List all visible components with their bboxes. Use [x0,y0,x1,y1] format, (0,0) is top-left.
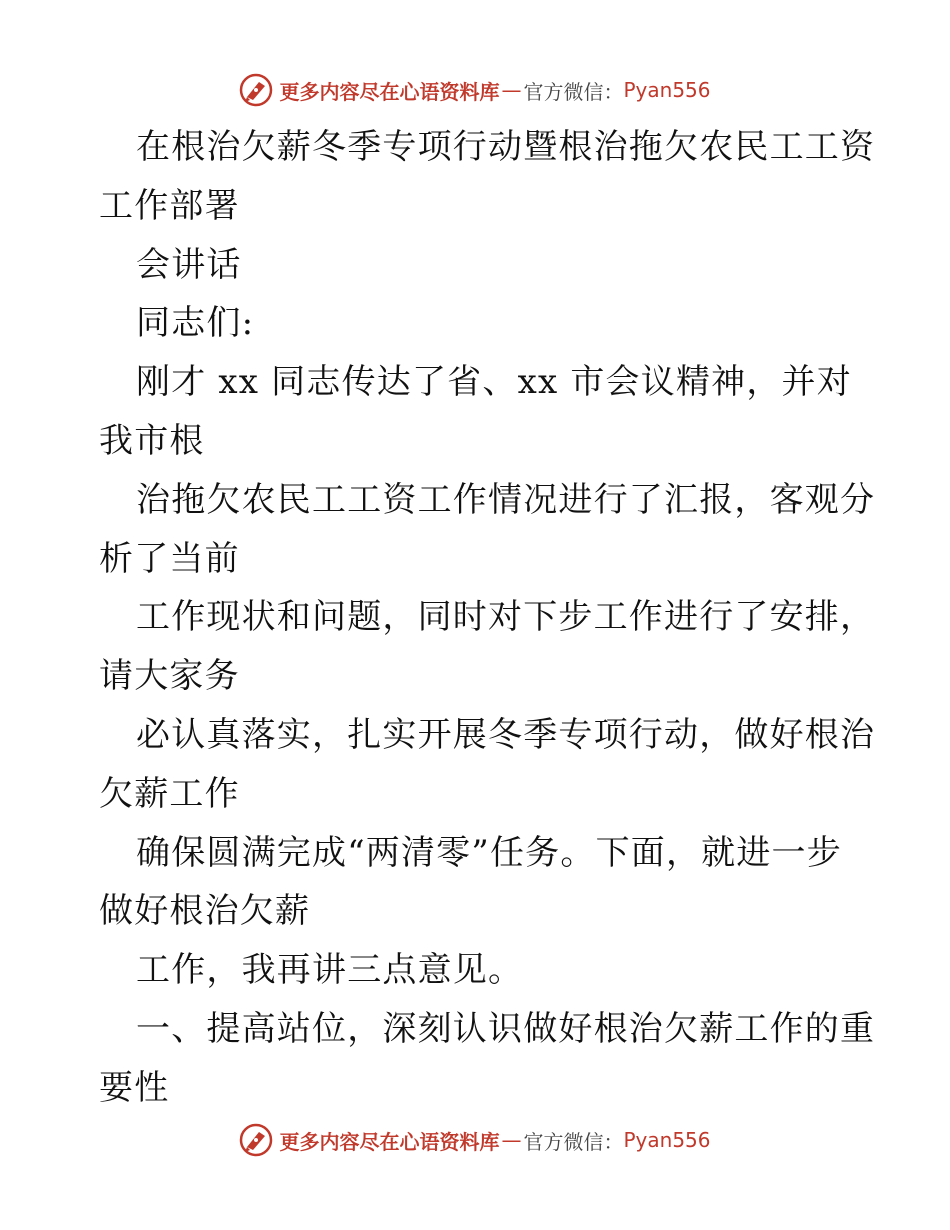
banner-wechat-id: Pyan556 [623,1128,711,1152]
banner-wechat-label: 官方微信： [523,1129,624,1154]
text-line: 要性 [99,1067,170,1108]
text-line: 工作部署 [99,185,240,226]
text-line: 工作现状和问题，同时对下步工作进行了安排， [136,597,876,638]
text-line: 做好根治欠薪 [99,891,311,932]
header-banner [0,70,950,110]
text-line: 必认真落实，扎实开展冬季专项行动，做好根治 [136,714,876,755]
document-body [99,118,876,1118]
banner-wechat-id: Pyan556 [623,78,711,102]
text-line: 治拖欠农民工工资工作情况进行了汇报，客观分 [136,479,876,520]
text-line: 确保圆满完成“两清零”任务。下面，就进一步 [136,832,842,873]
text-line: 同志们: [136,303,255,344]
text-line: 请大家务 [99,656,240,697]
text-line: 我市根 [99,420,205,461]
pen-nib-logo-icon [239,1123,273,1157]
footer-banner [0,1120,950,1160]
text-line: 欠薪工作 [99,773,240,814]
banner-title: 更多内容尽在心语资料库 [279,1129,500,1154]
text-line: 析了当前 [99,538,240,579]
banner-title: 更多内容尽在心语资料库 [279,79,500,104]
text-line: 会讲话 [136,244,242,285]
text-line: 在根治欠薪冬季专项行动暨根治拖欠农民工工资 [136,127,876,167]
text-line: 工作，我再讲三点意见。 [136,950,524,991]
banner-wechat-label: 官方微信： [523,79,624,104]
text-line: 刚才 xx 同志传达了省、xx 市会议精神，并对 [136,362,852,403]
banner-dash: — [501,1128,522,1152]
pen-nib-logo-icon [239,73,273,107]
banner-dash: — [501,78,522,102]
text-line: 一、提高站位，深刻认识做好根治欠薪工作的重 [136,1008,876,1049]
